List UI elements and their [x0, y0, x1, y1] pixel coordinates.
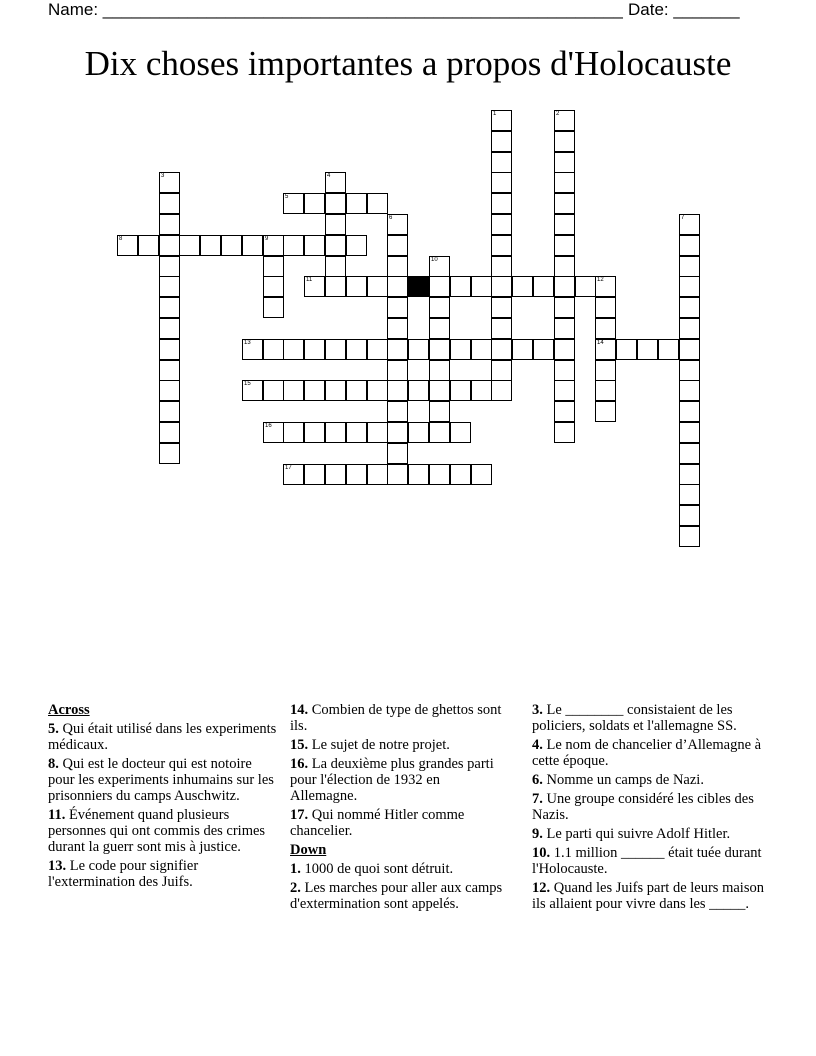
crossword-cell[interactable]	[491, 131, 512, 152]
crossword-cell[interactable]	[387, 464, 408, 485]
crossword-cell[interactable]	[679, 235, 700, 256]
crossword-cell[interactable]	[491, 256, 512, 277]
crossword-cell[interactable]	[325, 235, 346, 256]
crossword-cell[interactable]	[346, 380, 367, 401]
crossword-cell[interactable]	[387, 297, 408, 318]
crossword-cell[interactable]	[159, 443, 180, 464]
clue-across-15: 15. Le sujet de notre projet.	[290, 737, 450, 753]
crossword-cell[interactable]	[325, 193, 346, 214]
clue-down-2: 2. Les marches pour aller aux camps d'extermination sont appelés.	[290, 880, 503, 912]
crossword-cell[interactable]	[554, 401, 575, 422]
crossword-cell[interactable]	[387, 235, 408, 256]
crossword-cell[interactable]	[575, 276, 596, 297]
crossword-cell[interactable]	[367, 380, 388, 401]
crossword-cell[interactable]	[658, 339, 679, 360]
clue-number: 16	[265, 423, 272, 429]
crossword-cell[interactable]	[387, 318, 408, 339]
crossword-cell[interactable]	[283, 422, 304, 443]
crossword-cell[interactable]	[346, 422, 367, 443]
crossword-cell[interactable]	[533, 276, 554, 297]
crossword-cell[interactable]	[491, 172, 512, 193]
crossword-cell[interactable]	[159, 214, 180, 235]
crossword-cell[interactable]	[429, 297, 450, 318]
crossword-cell[interactable]	[554, 152, 575, 173]
crossword-cell[interactable]	[679, 422, 700, 443]
crossword-cell[interactable]	[512, 339, 533, 360]
crossword-cell[interactable]	[304, 380, 325, 401]
crossword-cell[interactable]	[159, 360, 180, 381]
crossword-cell[interactable]	[429, 339, 450, 360]
crossword-cell[interactable]	[679, 214, 700, 235]
crossword-cell[interactable]	[679, 443, 700, 464]
crossword-cell[interactable]	[325, 464, 346, 485]
crossword-cell[interactable]	[429, 401, 450, 422]
crossword-cell[interactable]	[304, 193, 325, 214]
crossword-cell[interactable]	[554, 422, 575, 443]
crossword-cell[interactable]	[387, 360, 408, 381]
crossword-cell[interactable]	[263, 235, 284, 256]
crossword-cell[interactable]	[471, 380, 492, 401]
crossword-cell[interactable]	[595, 339, 616, 360]
crossword-cell[interactable]	[346, 464, 367, 485]
crossword-cell[interactable]	[554, 172, 575, 193]
crossword-cell[interactable]	[429, 256, 450, 277]
crossword-cell[interactable]	[471, 276, 492, 297]
crossword-cell[interactable]	[346, 235, 367, 256]
clues-column-2	[290, 702, 508, 915]
crossword-cell[interactable]	[679, 256, 700, 277]
clue-down-7: 7. Une groupe considéré les cibles des Nazis.	[532, 791, 754, 823]
crossword-cell[interactable]	[159, 235, 180, 256]
crossword-cell[interactable]	[679, 505, 700, 526]
clue-number: 3	[161, 173, 165, 179]
crossword-cell[interactable]	[387, 443, 408, 464]
crossword-cell[interactable]	[429, 276, 450, 297]
clue-number: 5	[285, 194, 289, 200]
crossword-cell[interactable]	[367, 422, 388, 443]
clue-across-13: 13. Le code pour signifier l'extermination des Juifs.	[48, 858, 199, 890]
crossword-cell[interactable]	[159, 339, 180, 360]
crossword-cell[interactable]	[554, 235, 575, 256]
clue-number: 17	[285, 465, 292, 471]
page-title: Dix choses importantes a propos d'Holocauste	[84, 44, 732, 83]
clues-column-3	[532, 702, 768, 915]
clue-number: 2	[556, 111, 560, 117]
crossword-cell[interactable]	[679, 318, 700, 339]
crossword-cell[interactable]	[367, 339, 388, 360]
crossword-cell[interactable]	[221, 235, 242, 256]
crossword-cell[interactable]	[679, 339, 700, 360]
crossword-cell[interactable]	[471, 339, 492, 360]
crossword-cell[interactable]	[491, 193, 512, 214]
clue-down-1: 1. 1000 de quoi sont détruit.	[290, 861, 454, 877]
crossword-cell[interactable]	[408, 339, 429, 360]
crossword-cell[interactable]	[242, 380, 263, 401]
crossword-cell[interactable]	[159, 380, 180, 401]
crossword-cell[interactable]	[491, 235, 512, 256]
crossword-cell[interactable]	[679, 401, 700, 422]
crossword-cell[interactable]	[263, 339, 284, 360]
clue-across-11: 11. Événement quand plusieurs personnes qui ont commis des crimes durant la guerr sont mis à justice.	[48, 807, 266, 855]
crossword-cell[interactable]	[325, 422, 346, 443]
clue-number: 12	[597, 277, 604, 283]
crossword-cell[interactable]	[367, 193, 388, 214]
crossword-cell[interactable]	[263, 422, 284, 443]
crossword-cell[interactable]	[325, 256, 346, 277]
crossword-cell[interactable]	[283, 380, 304, 401]
crossword-cell[interactable]	[325, 172, 346, 193]
crossword-cell[interactable]	[429, 464, 450, 485]
crossword-cell[interactable]	[491, 297, 512, 318]
crossword-cell[interactable]	[554, 276, 575, 297]
crossword-cell[interactable]	[387, 276, 408, 297]
crossword-cell[interactable]	[159, 422, 180, 443]
crossword-cell[interactable]	[595, 380, 616, 401]
clue-across-16: 16. La deuxième plus grandes parti pour l'élection de 1932 en Allemagne.	[290, 756, 494, 804]
crossword-cell[interactable]	[179, 235, 200, 256]
crossword-cell[interactable]	[408, 380, 429, 401]
crossword-cell[interactable]	[491, 276, 512, 297]
crossword-cell[interactable]	[429, 318, 450, 339]
crossword-cell[interactable]	[595, 318, 616, 339]
crossword-cell[interactable]	[263, 256, 284, 277]
crossword-cell[interactable]	[554, 110, 575, 131]
crossword-cell[interactable]	[159, 318, 180, 339]
crossword-cell[interactable]	[263, 297, 284, 318]
crossword-cell[interactable]	[283, 464, 304, 485]
crossword-cell[interactable]	[387, 214, 408, 235]
crossword-cell[interactable]	[159, 256, 180, 277]
crossword-cell[interactable]	[325, 214, 346, 235]
crossword-cell[interactable]	[554, 256, 575, 277]
crossword-cell[interactable]	[429, 380, 450, 401]
clue-down-9: 9. Le parti qui suivre Adolf Hitler.	[532, 826, 731, 842]
crossword-cell[interactable]	[387, 422, 408, 443]
crossword-cell[interactable]	[367, 276, 388, 297]
crossword-cell[interactable]	[242, 235, 263, 256]
crossword-cell[interactable]	[159, 401, 180, 422]
crossword-cell[interactable]	[242, 339, 263, 360]
crossword-cell[interactable]	[263, 380, 284, 401]
crossword-cell[interactable]	[283, 235, 304, 256]
crossword-cell[interactable]	[450, 276, 471, 297]
crossword-cell[interactable]	[159, 193, 180, 214]
crossword-cell[interactable]	[595, 360, 616, 381]
crossword-cell[interactable]	[450, 464, 471, 485]
crossword-cell[interactable]	[387, 256, 408, 277]
crossword-cell[interactable]	[491, 339, 512, 360]
crossword-cell[interactable]	[679, 484, 700, 505]
crossword-cell[interactable]	[346, 276, 367, 297]
crossword-cell[interactable]	[491, 110, 512, 131]
crossword-cell[interactable]	[283, 339, 304, 360]
crossword-cell[interactable]	[554, 214, 575, 235]
crossword-cell[interactable]	[554, 297, 575, 318]
crossword-cell[interactable]	[367, 464, 388, 485]
crossword-cell[interactable]	[325, 380, 346, 401]
clue-number: 7	[681, 215, 685, 221]
crossword-cell[interactable]	[616, 339, 637, 360]
crossword-cell[interactable]	[679, 297, 700, 318]
crossword-cell[interactable]	[491, 152, 512, 173]
crossword-cell[interactable]	[325, 339, 346, 360]
crossword-cell[interactable]	[159, 276, 180, 297]
crossword-cell[interactable]	[533, 339, 554, 360]
name-field-label: Name: _______________________________________________________	[48, 0, 623, 19]
clue-down-6: 6. Nomme un camps de Nazi.	[532, 772, 704, 788]
crossword-cell[interactable]	[387, 339, 408, 360]
clue-down-3: 3. Le ________ consistaient de les policiers, soldats et l'allemagne SS.	[532, 702, 737, 734]
crossword-cell[interactable]	[304, 464, 325, 485]
crossword-cell[interactable]	[679, 464, 700, 485]
crossword-cell[interactable]	[512, 276, 533, 297]
crossword-cell[interactable]	[450, 380, 471, 401]
clue-number: 6	[389, 215, 393, 221]
clue-across-8: 8. Qui est le docteur qui est notoire pour les experiments inhumains sur les prisonniers du camps Auschwitz.	[48, 756, 274, 804]
clue-number: 13	[244, 340, 251, 346]
black-square	[408, 276, 429, 297]
clue-number: 14	[597, 340, 604, 346]
crossword-cell[interactable]	[491, 318, 512, 339]
crossword-cell[interactable]	[263, 276, 284, 297]
clue-number: 4	[327, 173, 331, 179]
crossword-cell[interactable]	[554, 380, 575, 401]
crossword-cell[interactable]	[159, 297, 180, 318]
crossword-cell[interactable]	[595, 297, 616, 318]
crossword-cell[interactable]	[408, 422, 429, 443]
crossword-cell[interactable]	[554, 339, 575, 360]
crossword-cell[interactable]	[304, 339, 325, 360]
crossword-cell[interactable]	[346, 193, 367, 214]
clue-number: 8	[119, 236, 123, 242]
crossword-cell[interactable]	[491, 380, 512, 401]
crossword-cell[interactable]	[450, 339, 471, 360]
crossword-cell[interactable]	[346, 339, 367, 360]
crossword-cell[interactable]	[387, 401, 408, 422]
across-heading: Across	[48, 702, 90, 718]
down-heading: Down	[290, 842, 327, 858]
crossword-cell[interactable]	[554, 318, 575, 339]
crossword-cell[interactable]	[679, 360, 700, 381]
crossword-cell[interactable]	[429, 422, 450, 443]
clue-across-17: 17. Qui nommé Hitler comme chancelier.	[290, 807, 465, 839]
crossword-cell[interactable]	[429, 360, 450, 381]
clue-across-14: 14. Combien de type de ghettos sont ils.	[290, 702, 502, 734]
crossword-cell[interactable]	[450, 422, 471, 443]
clue-number: 9	[265, 236, 269, 242]
crossword-cell[interactable]	[637, 339, 658, 360]
clue-number: 11	[306, 277, 313, 283]
crossword-cell[interactable]	[117, 235, 138, 256]
crossword-cell[interactable]	[408, 464, 429, 485]
crossword-cell[interactable]	[138, 235, 159, 256]
clue-number: 10	[431, 257, 438, 263]
crossword-cell[interactable]	[200, 235, 221, 256]
crossword-cell[interactable]	[304, 276, 325, 297]
crossword-cell[interactable]	[491, 360, 512, 381]
crossword-cell[interactable]	[304, 235, 325, 256]
crossword-cell[interactable]	[679, 276, 700, 297]
clue-across-5: 5. Qui était utilisé dans les experiments médicaux.	[48, 721, 277, 753]
crossword-cell[interactable]	[159, 172, 180, 193]
crossword-cell[interactable]	[679, 526, 700, 547]
crossword-cell[interactable]	[471, 464, 492, 485]
crossword-cell[interactable]	[679, 380, 700, 401]
crossword-cell[interactable]	[554, 131, 575, 152]
clue-down-4: 4. Le nom de chancelier d’Allemagne à cette époque.	[532, 737, 762, 769]
clue-number: 1	[493, 111, 497, 117]
clue-down-10: 10. 1.1 million ______ était tuée durant l'Holocauste.	[532, 845, 762, 877]
crossword-cell[interactable]	[595, 401, 616, 422]
crossword-cell[interactable]	[554, 360, 575, 381]
crossword-cell[interactable]	[554, 193, 575, 214]
crossword-cell[interactable]	[491, 214, 512, 235]
crossword-cell[interactable]	[283, 193, 304, 214]
crossword-cell[interactable]	[325, 276, 346, 297]
date-field-label: Date: _______	[628, 0, 740, 19]
crossword-cell[interactable]	[304, 422, 325, 443]
crossword-cell[interactable]	[387, 380, 408, 401]
clue-number: 15	[244, 381, 251, 387]
crossword-cell[interactable]	[595, 276, 616, 297]
clues-column-1	[48, 702, 278, 893]
clue-down-12: 12. Quand les Juifs part de leurs maison ils allaient pour vivre dans les _____.	[532, 880, 764, 912]
